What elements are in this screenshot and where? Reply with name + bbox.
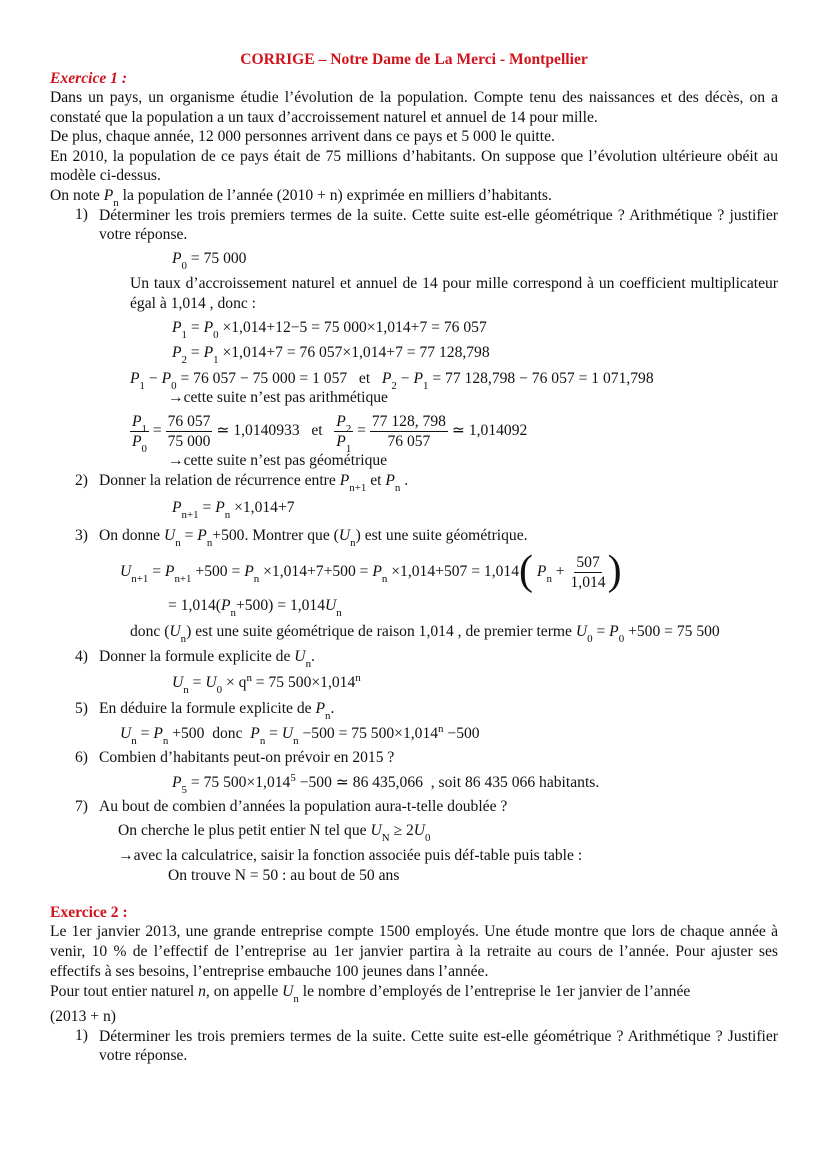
exercise-1-question-3: 3) On donne $U_n = P_n+500$. Montrer que $(U_n)$ est une suite géométrique. (75, 526, 528, 549)
p0-value: $P_0 = 75$ 000 (172, 249, 247, 272)
exercise-2-intro: Le 1er janvier 2013, une grande entreprise compte 1500 employés. Une étude montre que lors de chaque année à venir, 10 % de l’effectif de l’entreprise au 1er janvier partira à la retraite au cours de l’année. Pour ajuster ses effectifs à ses besoins, l’entreprise embauche 100 jeunes dans l’année. (50, 923, 778, 980)
page-title: CORRIGE – Notre Dame de La Merci - Montpellier (240, 51, 588, 68)
exercise-1-question-1: 1) Déterminer les trois premiers termes de la suite. Cette suite est-elle géométrique ? Arithmétique ? justifier votre réponse. (75, 205, 778, 244)
not-arithmetic-conclusion: →cette suite n’est pas arithmétique (168, 389, 388, 407)
exercise-1-question-4: 4) Donner la formule explicite de $U_n$. (75, 648, 315, 671)
u-n-plus-1-simplified: = $1,014(P_n+500) = 1,014U_n$ (168, 597, 342, 620)
exercise-1-question-6: 6) Combien d’habitants peut-on prévoir en 2015 ? (75, 748, 395, 766)
coefficient-explanation: Un taux d’accroissement naturel et annuel de 14 pour mille correspond à un coefficient multiplicateur égal à 1,014 , donc : (130, 275, 778, 312)
exercise-1-question-2: 2) Donner la relation de récurrence entre $P_{n+1}$ et $P_n$ . (75, 471, 409, 494)
p2-equation: $P_2 = P_1 \times 1,014+7 = 76$ 057×1,014+7 = 77 128,798 (172, 344, 490, 367)
u-n-explicit: $U_n = U_0 \times q^n = 75$ $500\times 1,014^n$ (172, 672, 361, 697)
p5-calculation: $P_5 = 75$ $500\times 1,014^5 -500$ ≃ 86 435,066 , soit 86 435 066 habitants. (172, 772, 600, 797)
p1-equation: $P_1 = P_0 \times 1,014+12-5 = 75$ 000×1,014+7 = 76 057 (172, 318, 487, 341)
document-page (50, 50, 778, 1066)
exercise-2-question-1: 1) Déterminer les trois premiers termes de la suite. Cette suite est-elle géométrique ? Arithmétique ? Justifier votre réponse. (75, 1026, 778, 1065)
doubling-search: On cherche le plus petit entier N tel que $U_N \ge 2U_0$ (118, 821, 431, 844)
not-geometric-conclusion: →cette suite n’est pas géométrique (168, 451, 388, 469)
exercise-1-intro-2: De plus, chaque année, 12 000 personnes arrivent dans ce pays et 5 000 le quitte. (50, 128, 555, 146)
exercise-1-notation: On note $P_n$ la population de l’année (2010 + n) exprimée en milliers d’habitants. (50, 186, 552, 209)
exercise-1-intro-1: Dans un pays, un organisme étudie l’évolution de la population. Compte tenu des naissances et des décès, on a constaté que la population a un taux d’accroissement naturel et annuel de 14 pour mille. (50, 89, 778, 126)
exercise-2-definition: Pour tout entier naturel n, on appelle $U_n$ le nombre d’employés de l’entreprise le 1er janvier de l’année (50, 983, 691, 1006)
doubling-result: On trouve N = 50 : au bout de 50 ans (168, 866, 400, 884)
var-P: $P_n$ (103, 186, 119, 209)
differences-line: $P_1 - P_0 = 76$ 057 − 75 000 = 1 057 et $P_2 - P_1 = 77$ 128,798 − 76 057 = 1 071,798 (130, 369, 654, 392)
exercise-2-heading: Exercice 2 : (50, 904, 128, 922)
u-n-plus-1-derivation: $U_{n+1} = P_{n+1} +500 = P_n \times 1,014+7+500 = P_n \times 1,014+507 = 1,014$( $P_n$ + $\frac{507}{1,014}$ ) (120, 548, 622, 595)
calculator-instruction: →avec la calculatrice, saisir la fonction associée puis déf-table puis table : (118, 847, 583, 865)
exercise-1-question-5: 5) En déduire la formule explicite de $P_n$. (75, 699, 335, 722)
exercise-1-intro-3: En 2010, la population de ce pays était de 75 millions d’habitants. On suppose que l’évolution ultérieure obéit au modèle ci-dessus. (50, 147, 778, 185)
exercise-1-question-7: 7) Au bout de combien d’années la population aura-t-telle doublée ? (75, 798, 508, 816)
recurrence-relation: $P_{n+1} = P_n \times 1,014+7$ (172, 499, 295, 522)
p-n-explicit: $U_n = P_n +500$ donc $P_n = U_n -500 = 75$ $500\times 1,014^n -500$ (120, 723, 480, 748)
exercise-2-year: (2013 + n) (50, 1008, 116, 1026)
geometric-conclusion: donc $(U_n)$ est une suite géométrique de raison 1,014 , de premier terme $U_0 = P_0 +500 = 75$ 500 (130, 622, 720, 645)
ratios-line: $\frac{P_1}{P_0}$ = $\frac{76 057}{75 000}$ ≃ 1,0140933 et $\frac{P_2}{P_1}$ = $\frac{77 128, 798}{76 057}$ ≃ 1,014092 (132, 412, 528, 455)
exercise-1-heading: Exercice 1 : (50, 70, 128, 87)
